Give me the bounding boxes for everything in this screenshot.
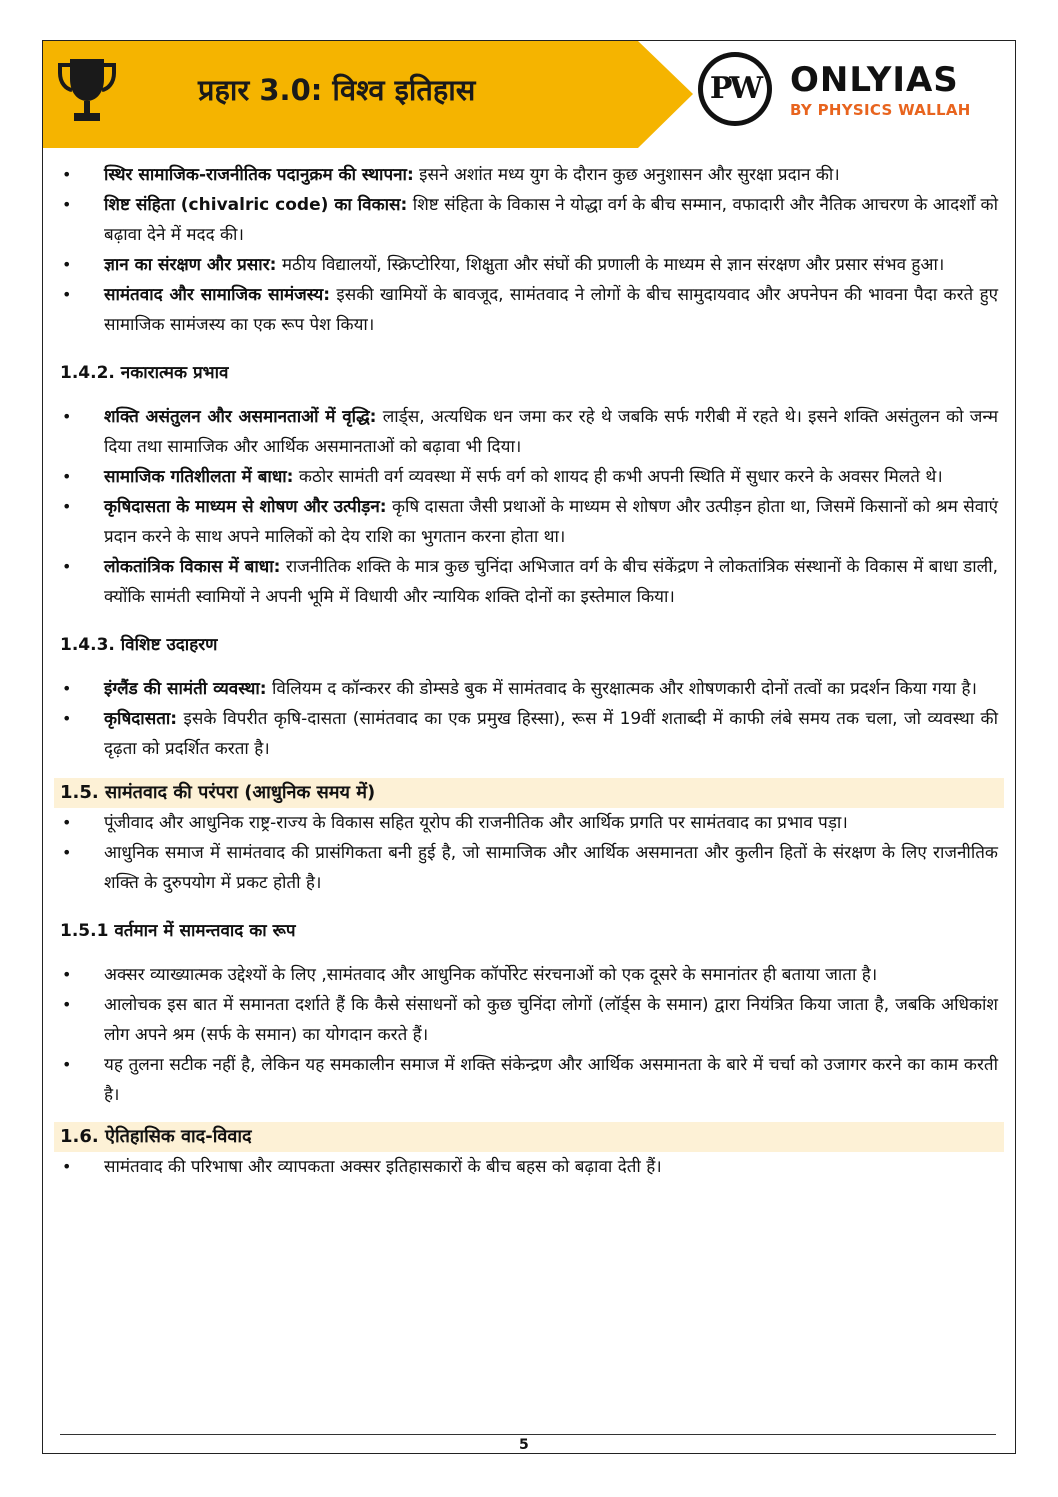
bullet-term: स्थिर सामाजिक-राजनीतिक पदानुक्रम की स्थापना:	[104, 165, 414, 185]
bullet-term: इंग्लैंड की सामंती व्यवस्था:	[104, 679, 267, 699]
negative-effects-list	[60, 402, 998, 612]
heading-1-4-2: 1.4.2. नकारात्मक प्रभाव	[60, 363, 229, 383]
page-title: प्रहार 3.0: विश्व इतिहास	[198, 73, 476, 107]
legacy-list	[60, 808, 998, 898]
examples-list	[60, 674, 998, 764]
pw-logo	[698, 52, 772, 126]
heading-1-5: 1.5. सामंतवाद की परंपरा (आधुनिक समय में)	[54, 778, 1004, 808]
bullet-text: विलियम द कॉन्करर की डोम्सडे बुक में सामंतवाद के सुरक्षात्मक और शोषणकारी दोनों तत्वों का प्रदर्शन किया गया है।	[266, 679, 977, 699]
page-number: 5	[519, 1437, 529, 1453]
bullet-term: लोकतांत्रिक विकास में बाधा:	[104, 557, 281, 577]
bullet-text: पूंजीवाद और आधुनिक राष्ट्र-राज्य के विकास सहित यूरोप की राजनीतिक और आर्थिक प्रगति पर सामंतवाद का प्रभाव पड़ा।	[104, 813, 848, 833]
list-item	[60, 492, 998, 552]
list-item	[60, 838, 998, 898]
bullet-text: यह तुलना सटीक नहीं है, लेकिन यह समकालीन समाज में शक्ति संकेन्द्रण और आर्थिक असमानता के बारे में चर्चा को उजागर करने का काम करती है।	[104, 1055, 998, 1105]
bullet-text: इसने अशांत मध्य युग के दौरान कुछ अनुशासन और सुरक्षा प्रदान की।	[413, 165, 840, 185]
bullet-term: कृषिदासता के माध्यम से शोषण और उत्पीड़न:	[104, 497, 387, 517]
list-item	[60, 160, 998, 190]
document-body	[60, 160, 998, 1182]
bullet-term: कृषिदासता:	[104, 709, 178, 729]
footer-divider	[60, 1434, 996, 1435]
bullet-text: अक्सर व्याख्यात्मक उद्देश्यों के लिए ,सामंतवाद और आधुनिक कॉर्पोरेट संरचनाओं को एक दूसरे के समानांतर ही बताया जाता है।	[104, 965, 878, 985]
list-item	[60, 280, 998, 340]
bullet-text: लार्ड्स, अत्यधिक धन जमा कर रहे थे जबकि सर्फ गरीबी में रहते थे। इसने शक्ति असंतुलन को जन्म दिया तथा सामाजिक और आर्थिक असमानताओं को बढ़ावा भी दिया।	[104, 407, 998, 457]
debate-list	[60, 1152, 998, 1182]
list-item	[60, 1050, 998, 1110]
list-item	[60, 402, 998, 462]
heading-1-6: 1.6. ऐतिहासिक वाद-विवाद	[54, 1122, 1004, 1152]
list-item	[60, 190, 998, 250]
list-item	[60, 704, 998, 764]
heading-1-5-1: 1.5.1 वर्तमान में सामन्तवाद का रूप	[60, 921, 296, 941]
bullet-text: कृषि दासता जैसी प्रथाओं के माध्यम से शोषण और उत्पीड़न होता था, जिसमें किसानों को श्रम सेवाएं प्रदान करने के साथ अपने मालिकों को देय राशि का भुगतान करना होता था।	[104, 497, 998, 547]
bullet-text: कठोर सामंती वर्ग व्यवस्था में सर्फ वर्ग को शायद ही कभी अपनी स्थिति में सुधार करने के अवसर मिलते थे।	[293, 467, 943, 487]
bullet-term: ज्ञान का संरक्षण और प्रसार:	[104, 255, 277, 275]
bullet-text: शिष्ट संहिता के विकास ने योद्धा वर्ग के बीच सम्मान, वफादारी और नैतिक आचरण के आदर्शों को बढ़ावा देने में मदद की।	[104, 195, 998, 245]
heading-1-4-3: 1.4.3. विशिष्ट उदाहरण	[60, 635, 218, 655]
current-forms-list	[60, 960, 998, 1110]
list-item	[60, 990, 998, 1050]
trophy-icon	[56, 55, 118, 127]
bullet-text: आलोचक इस बात में समानता दर्शाते हैं कि कैसे संसाधनों को कुछ चुनिंदा लोगों (लॉर्ड्स के समान) द्वारा नियंत्रित किया जाता है, जबकि अधिकांश लोग अपने श्रम (सर्फ के समान) का योगदान करते हैं।	[104, 995, 998, 1045]
list-item	[60, 462, 998, 492]
bullet-text: राजनीतिक शक्ति के मात्र कुछ चुनिंदा अभिजात वर्ग के बीच संकेंद्रण ने लोकतांत्रिक संस्थानों के विकास में बाधा डाली, क्योंकि सामंती स्वामियों ने अपनी भूमि में विधायी और न्यायिक शक्ति दोनों का इस्तेमाल किया।	[104, 557, 999, 607]
list-item	[60, 250, 998, 280]
bullet-term: शिष्ट संहिता (chivalric code) का विकास:	[104, 195, 408, 215]
bullet-text: इसके विपरीत कृषि-दासता (सामंतवाद का एक प्रमुख हिस्सा), रूस में 19वीं शताब्दी में काफी लंबे समय तक चला, जो व्यवस्था की दृढ़ता को प्रदर्शित करता है।	[104, 709, 998, 759]
bullet-text: मठीय विद्यालयों, स्क्रिप्टोरिया, शिक्षुता और संघों की प्रणाली के माध्यम से ज्ञान संरक्षण और प्रसार संभव हुआ।	[276, 255, 945, 275]
list-item	[60, 808, 998, 838]
bullet-term: शक्ति असंतुलन और असमानताओं में वृद्धि:	[104, 407, 377, 427]
list-item	[60, 960, 998, 990]
brand-name: ONLYIAS	[790, 60, 959, 100]
intro-list	[60, 160, 998, 340]
list-item	[60, 552, 998, 612]
list-item	[60, 1152, 998, 1182]
bullet-text: सामंतवाद की परिभाषा और व्यापकता अक्सर इतिहासकारों के बीच बहस को बढ़ावा देती हैं।	[104, 1157, 662, 1177]
bullet-text: इसकी खामियों के बावजूद, सामंतवाद ने लोगों के बीच सामुदायवाद और अपनेपन की भावना पैदा करते हुए सामाजिक सामंजस्य का एक रूप पेश किया।	[104, 285, 998, 335]
pw-logo-initials: PW	[703, 57, 767, 121]
bullet-term: सामाजिक गतिशीलता में बाधा:	[104, 467, 294, 487]
bullet-text: आधुनिक समाज में सामंतवाद की प्रासंगिकता बनी हुई है, जो सामाजिक और आर्थिक असमानता और कुलीन हितों के संरक्षण के लिए राजनीतिक शक्ति के दुरुपयोग में प्रकट होती है।	[104, 843, 998, 893]
bullet-term: सामंतवाद और सामाजिक सामंजस्य:	[104, 285, 331, 305]
brand-tagline: BY PHYSICS WALLAH	[790, 101, 971, 119]
list-item	[60, 674, 998, 704]
